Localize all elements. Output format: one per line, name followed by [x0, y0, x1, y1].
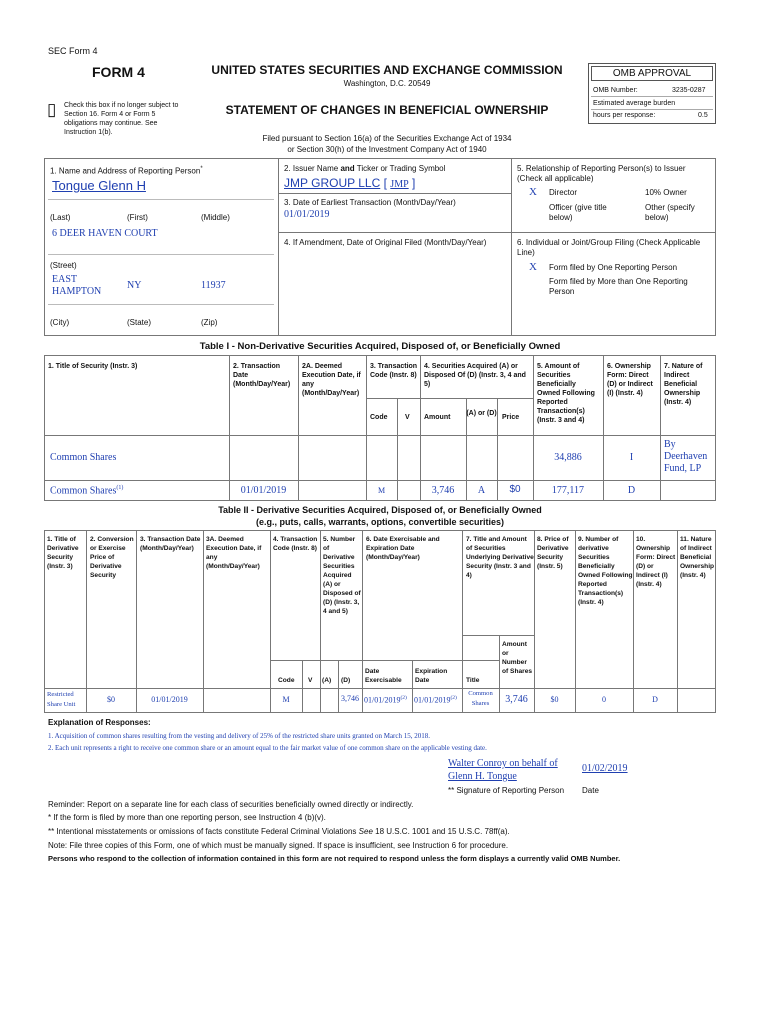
date-label: Date [582, 786, 599, 795]
t2-sub-top-2 [362, 660, 500, 661]
box1-label [50, 166, 203, 176]
t2-h4: 4. Transaction Code (Instr. 8) [273, 536, 318, 552]
t2-date-ex-label: Date Exercisable [365, 668, 402, 684]
t1-h3: 3. Transaction Code (Instr. 8) [370, 363, 418, 379]
omb-number: 3235-0287 [672, 87, 706, 94]
t2-h7: 7. Title and Amount of Securities Underlying Derivative Security (Instr. 3 and 4) [466, 536, 534, 579]
t2-header-bottom [44, 688, 716, 689]
t1-h6: 6. Ownership Form: Direct (D) or Indirect (I) (Instr. 4) [607, 363, 653, 397]
footer-note-2a: ** Intentional misstatements or omissions of facts constitute Federal Criminal Violations [48, 827, 359, 836]
t2-h1: 1. Title of Derivative Security (Instr. 3) [47, 536, 79, 570]
ticker-bracket-open: [ [383, 176, 387, 190]
t1-price-label: Price [502, 414, 520, 421]
t2-col5 [320, 530, 321, 713]
first-label: (First) [127, 213, 148, 222]
box2-label [284, 164, 445, 173]
t2-h6: 6. Date Exercisable and Expiration Date (Month/Day/Year) [366, 536, 440, 561]
t1-col2 [229, 355, 230, 501]
t2-row-exp [414, 695, 457, 705]
signature-date: 01/02/2019 [582, 763, 628, 774]
t2-row-conv: $0 [107, 695, 115, 704]
box6-label: 6. Individual or Joint/Group Filing (Check Applicable Line) [517, 238, 701, 257]
t2-h9: 9. Number of derivative Securities Beneficially Owned Following Reported Transaction(s) (Instr. 4) [578, 536, 633, 606]
t1-row2-owned: 177,117 [551, 485, 585, 496]
box1-label-text: 1. Name and Address of Reporting Person [50, 166, 201, 176]
t1-col4 [420, 355, 421, 501]
footer-note-2-see: See [358, 827, 373, 836]
box5-sub: (Check all applicable) [517, 174, 594, 183]
signature-label: ** Signature of Reporting Person [448, 786, 565, 795]
t2-d-label: (D) [341, 677, 351, 684]
t2-col8 [534, 530, 535, 713]
t2-code-label: Code [278, 677, 295, 684]
officer-label: Officer (give title below) [549, 203, 607, 222]
t2-h3a: 3A. Deemed Execution Date, if any (Month/Day/Year) [206, 536, 262, 570]
t1-row2-code: M [377, 486, 386, 495]
sec-form-label: SEC Form 4 [48, 46, 98, 56]
box3-bottom [278, 232, 716, 233]
t2-h3: 3. Transaction Date (Month/Day/Year) [140, 536, 201, 552]
omb-hours-label: hours per response: [593, 112, 656, 119]
t1-col5 [533, 355, 534, 501]
t2-col7 [462, 530, 463, 713]
street-value: 6 DEER HAVEN COURT [52, 228, 158, 239]
other-label: Other (specify below) [645, 203, 695, 222]
t1-row1-nature: By Deerhaven Fund, LP [664, 439, 708, 474]
t1-row2-date: 01/01/2019 [240, 485, 287, 496]
t2-row-price: $0 [550, 695, 559, 704]
omb-divider-1 [591, 96, 713, 97]
t1-row2-title [50, 485, 123, 496]
t2-row-title: Restricted Share Unit [47, 691, 76, 708]
zip-label: (Zip) [201, 318, 218, 327]
last-label: (Last) [50, 213, 71, 222]
box2-label-b: Ticker or Trading Symbol [354, 164, 446, 173]
footnote-2: 2. Each unit represents a right to receive one common share or an amount equal to the fair market value of one common share on the applicable vesting date. [48, 744, 487, 752]
footer-note-2 [48, 827, 510, 836]
signature-name[interactable]: Walter Conroy on behalf of Glenn H. Tongue [448, 758, 558, 782]
t1-aord-label: (A) or (D) [466, 410, 497, 417]
form-title: FORM 4 [92, 64, 145, 80]
checkbox-note: Check this box if no longer subject to Section 16. Form 4 or Form 5 obligations may continue. See Instruction 1(b). [64, 102, 179, 136]
t2-row-form: D [652, 695, 658, 704]
ticker-bracket-close: ] [412, 176, 416, 190]
t1-colv [397, 398, 398, 501]
t2-a-label: (A) [322, 677, 332, 684]
t1-row2-price: $0 [509, 484, 521, 495]
box4-label: 4. If Amendment, Date of Original Filed (Month/Day/Year) [284, 238, 487, 247]
t2-col3a [203, 530, 204, 713]
t2-row-date-ex-text: 01/01/2019 [364, 695, 401, 705]
one-person-check[interactable]: X [529, 261, 537, 273]
t2-sub-top-1 [270, 660, 366, 661]
issuer-name[interactable]: JMP GROUP LLC [284, 176, 381, 190]
t1-row2-aord: A [477, 485, 486, 496]
t2-col10 [633, 530, 634, 713]
t1-sub-top [366, 398, 533, 399]
agency-title: UNITED STATES SECURITIES AND EXCHANGE COMMISSION [211, 63, 563, 77]
table2-subtitle: (e.g., puts, calls, warrants, options, convertible securities) [255, 517, 505, 527]
t2-row-code: M [282, 695, 290, 704]
box2-label-a: 2. Issuer Name [284, 164, 341, 173]
t1-col7 [660, 355, 661, 501]
t1-row1-bottom [44, 480, 716, 481]
t1-code-label: Code [370, 414, 388, 421]
t2-row-sec-title: Common Shares [468, 690, 493, 707]
omb-hours: 0.5 [698, 112, 708, 119]
middle-label: (Middle) [201, 213, 230, 222]
t2-col6 [362, 530, 363, 713]
omb-number-label: OMB Number: [593, 87, 638, 94]
director-label: Director [549, 188, 578, 197]
t2-title-label: Title [466, 677, 480, 684]
table1-title: Table I - Non-Derivative Securities Acquired, Disposed of, or Beneficially Owned [199, 341, 561, 352]
city-label: (City) [50, 318, 70, 327]
one-person-label: Form filed by One Reporting Person [549, 263, 678, 272]
omb-title: OMB APPROVAL [612, 68, 692, 79]
t2-colexp [412, 660, 413, 713]
t2-cold [338, 660, 339, 713]
t1-col6 [603, 355, 604, 501]
footnote-1: 1. Acquisition of common shares resulting from the vesting and delivery of 25% of the restricted share units granted on March 15, 2018. [48, 732, 430, 740]
statement-title: STATEMENT OF CHANGES IN BENEFICIAL OWNERSHIP [225, 103, 549, 117]
zip-value: 11937 [201, 280, 226, 291]
t1-amount-label: Amount [424, 414, 451, 421]
earliest-transaction-date: 01/01/2019 [284, 209, 330, 220]
box2-label-and: and [340, 164, 355, 173]
t2-colv [302, 660, 303, 713]
box3-label: 3. Date of Earliest Transaction (Month/Day/Year) [284, 198, 456, 207]
t2-v-label: V [308, 677, 313, 684]
t1-h4: 4. Securities Acquired (A) or Disposed Of (D) (Instr. 3, 4 and 5) [424, 363, 526, 388]
t1-row2-sup: (1) [116, 485, 124, 491]
t1-row1-form: I [629, 452, 634, 463]
director-check[interactable]: X [529, 186, 537, 198]
t2-h10: 10. Ownership Form: Direct (D) or Indirect (I) (Instr. 4) [636, 536, 676, 588]
table2-title: Table II - Derivative Securities Acquired, Disposed of, or Beneficially Owned [218, 505, 542, 515]
footer-note-1: * If the form is filed by more than one reporting person, see Instruction 4 (b)(v). [48, 813, 326, 822]
reminder: Reminder: Report on a separate line for each class of securities beneficially owned directly or indirectly. [48, 800, 414, 809]
t2-col4 [270, 530, 271, 713]
t1-row1-title: Common Shares [50, 452, 117, 463]
t1-row2-title-text: Common Shares [50, 485, 117, 497]
box-divider-1 [278, 158, 279, 336]
t1-row1-amount: 34,886 [554, 452, 582, 463]
filed-pursuant-1: Filed pursuant to Section 16(a) of the Securities Exchange Act of 1934 [262, 134, 512, 143]
city-underline [48, 304, 274, 305]
t2-h11: 11. Nature of Indirect Beneficial Ownership (Instr. 4) [680, 536, 715, 579]
t1-h5: 5. Amount of Securities Beneficially Owned Following Reported Transaction(s) (Instr. 3 and 4) [537, 363, 595, 424]
t2-row-d: 3,746 [341, 694, 359, 703]
t1-h1: 1. Title of Security (Instr. 3) [48, 363, 138, 370]
box-divider-2 [511, 158, 512, 336]
omb-divider-2 [591, 109, 713, 110]
t1-col3 [366, 355, 367, 501]
t2-sub-top-3 [462, 635, 534, 636]
t2-row-amount: 3,746 [505, 694, 528, 705]
t2-h8: 8. Price of Derivative Security (Instr. 5) [537, 536, 569, 570]
t2-row-date-ex-sup: (2) [400, 695, 407, 701]
ticker-symbol[interactable]: JMP [390, 179, 409, 190]
agency-location: Washington, D.C. 20549 [343, 79, 431, 88]
t1-row2-form: D [627, 485, 636, 496]
state-value: NY [127, 280, 142, 291]
reporting-person-name[interactable]: Tongue Glenn H [52, 178, 146, 193]
t2-row-date-ex [364, 695, 407, 705]
more-persons-label: Form filed by More than One Reporting Person [549, 277, 688, 296]
t1-h2a: 2A. Deemed Execution Date, if any (Month/Day/Year) [302, 363, 361, 397]
t2-h2: 2. Conversion or Exercise Price of Derivative Security [90, 536, 134, 579]
street-underline [48, 254, 274, 255]
box2-bottom [278, 193, 511, 194]
t2-col11 [677, 530, 678, 713]
box5-label: 5. Relationship of Reporting Person(s) to Issuer [517, 164, 686, 173]
t2-col9 [575, 530, 576, 713]
issuer-line [284, 176, 415, 190]
t2-h5: 5. Number of Derivative Securities Acquired (A) or Disposed of (D) (Instr. 3, 4 and 5) [323, 536, 361, 615]
street-label: (Street) [50, 261, 77, 270]
t2-row-owned: 0 [602, 695, 606, 704]
t1-h2: 2. Transaction Date (Month/Day/Year) [233, 363, 291, 388]
t2-row-exp-text: 01/01/2019 [414, 695, 451, 705]
t1-v-label: V [405, 414, 410, 421]
name-underline [48, 199, 274, 200]
state-label: (State) [127, 318, 152, 327]
box1-star: * [200, 166, 203, 172]
omb-burden-label: Estimated average burden [593, 100, 676, 107]
footer-note-2b: 18 U.S.C. 1001 and 15 U.S.C. 78ff(a). [372, 827, 510, 836]
t1-h7: 7. Nature of Indirect Beneficial Ownership (Instr. 4) [664, 363, 703, 406]
ten-percent-owner-label: 10% Owner [645, 188, 687, 197]
t1-header-bottom [44, 435, 716, 436]
t2-row-exp-sup: (2) [450, 695, 457, 701]
t1-col2a [298, 355, 299, 501]
explanation-title: Explanation of Responses: [48, 718, 151, 727]
t2-col3 [136, 530, 137, 713]
t2-exp-label: Expiration Date [415, 668, 448, 684]
filed-pursuant-2: or Section 30(h) of the Investment Company Act of 1940 [287, 145, 487, 154]
footer-note-4: Persons who respond to the collection of information contained in this form are not required to respond unless the form displays a currently valid OMB Number. [48, 854, 621, 863]
footer-note-3: Note: File three copies of this Form, one of which must be manually signed. If space is insufficient, see Instruction 6 for procedure. [48, 841, 509, 850]
checkbox-icon[interactable]: ▯ [47, 100, 57, 119]
city-value: EAST HAMPTON [52, 274, 102, 297]
t1-row2-amount: 3,746 [431, 485, 455, 496]
t2-row-date: 01/01/2019 [151, 695, 188, 704]
t2-amount-label: Amount or Number of Shares [502, 641, 533, 675]
